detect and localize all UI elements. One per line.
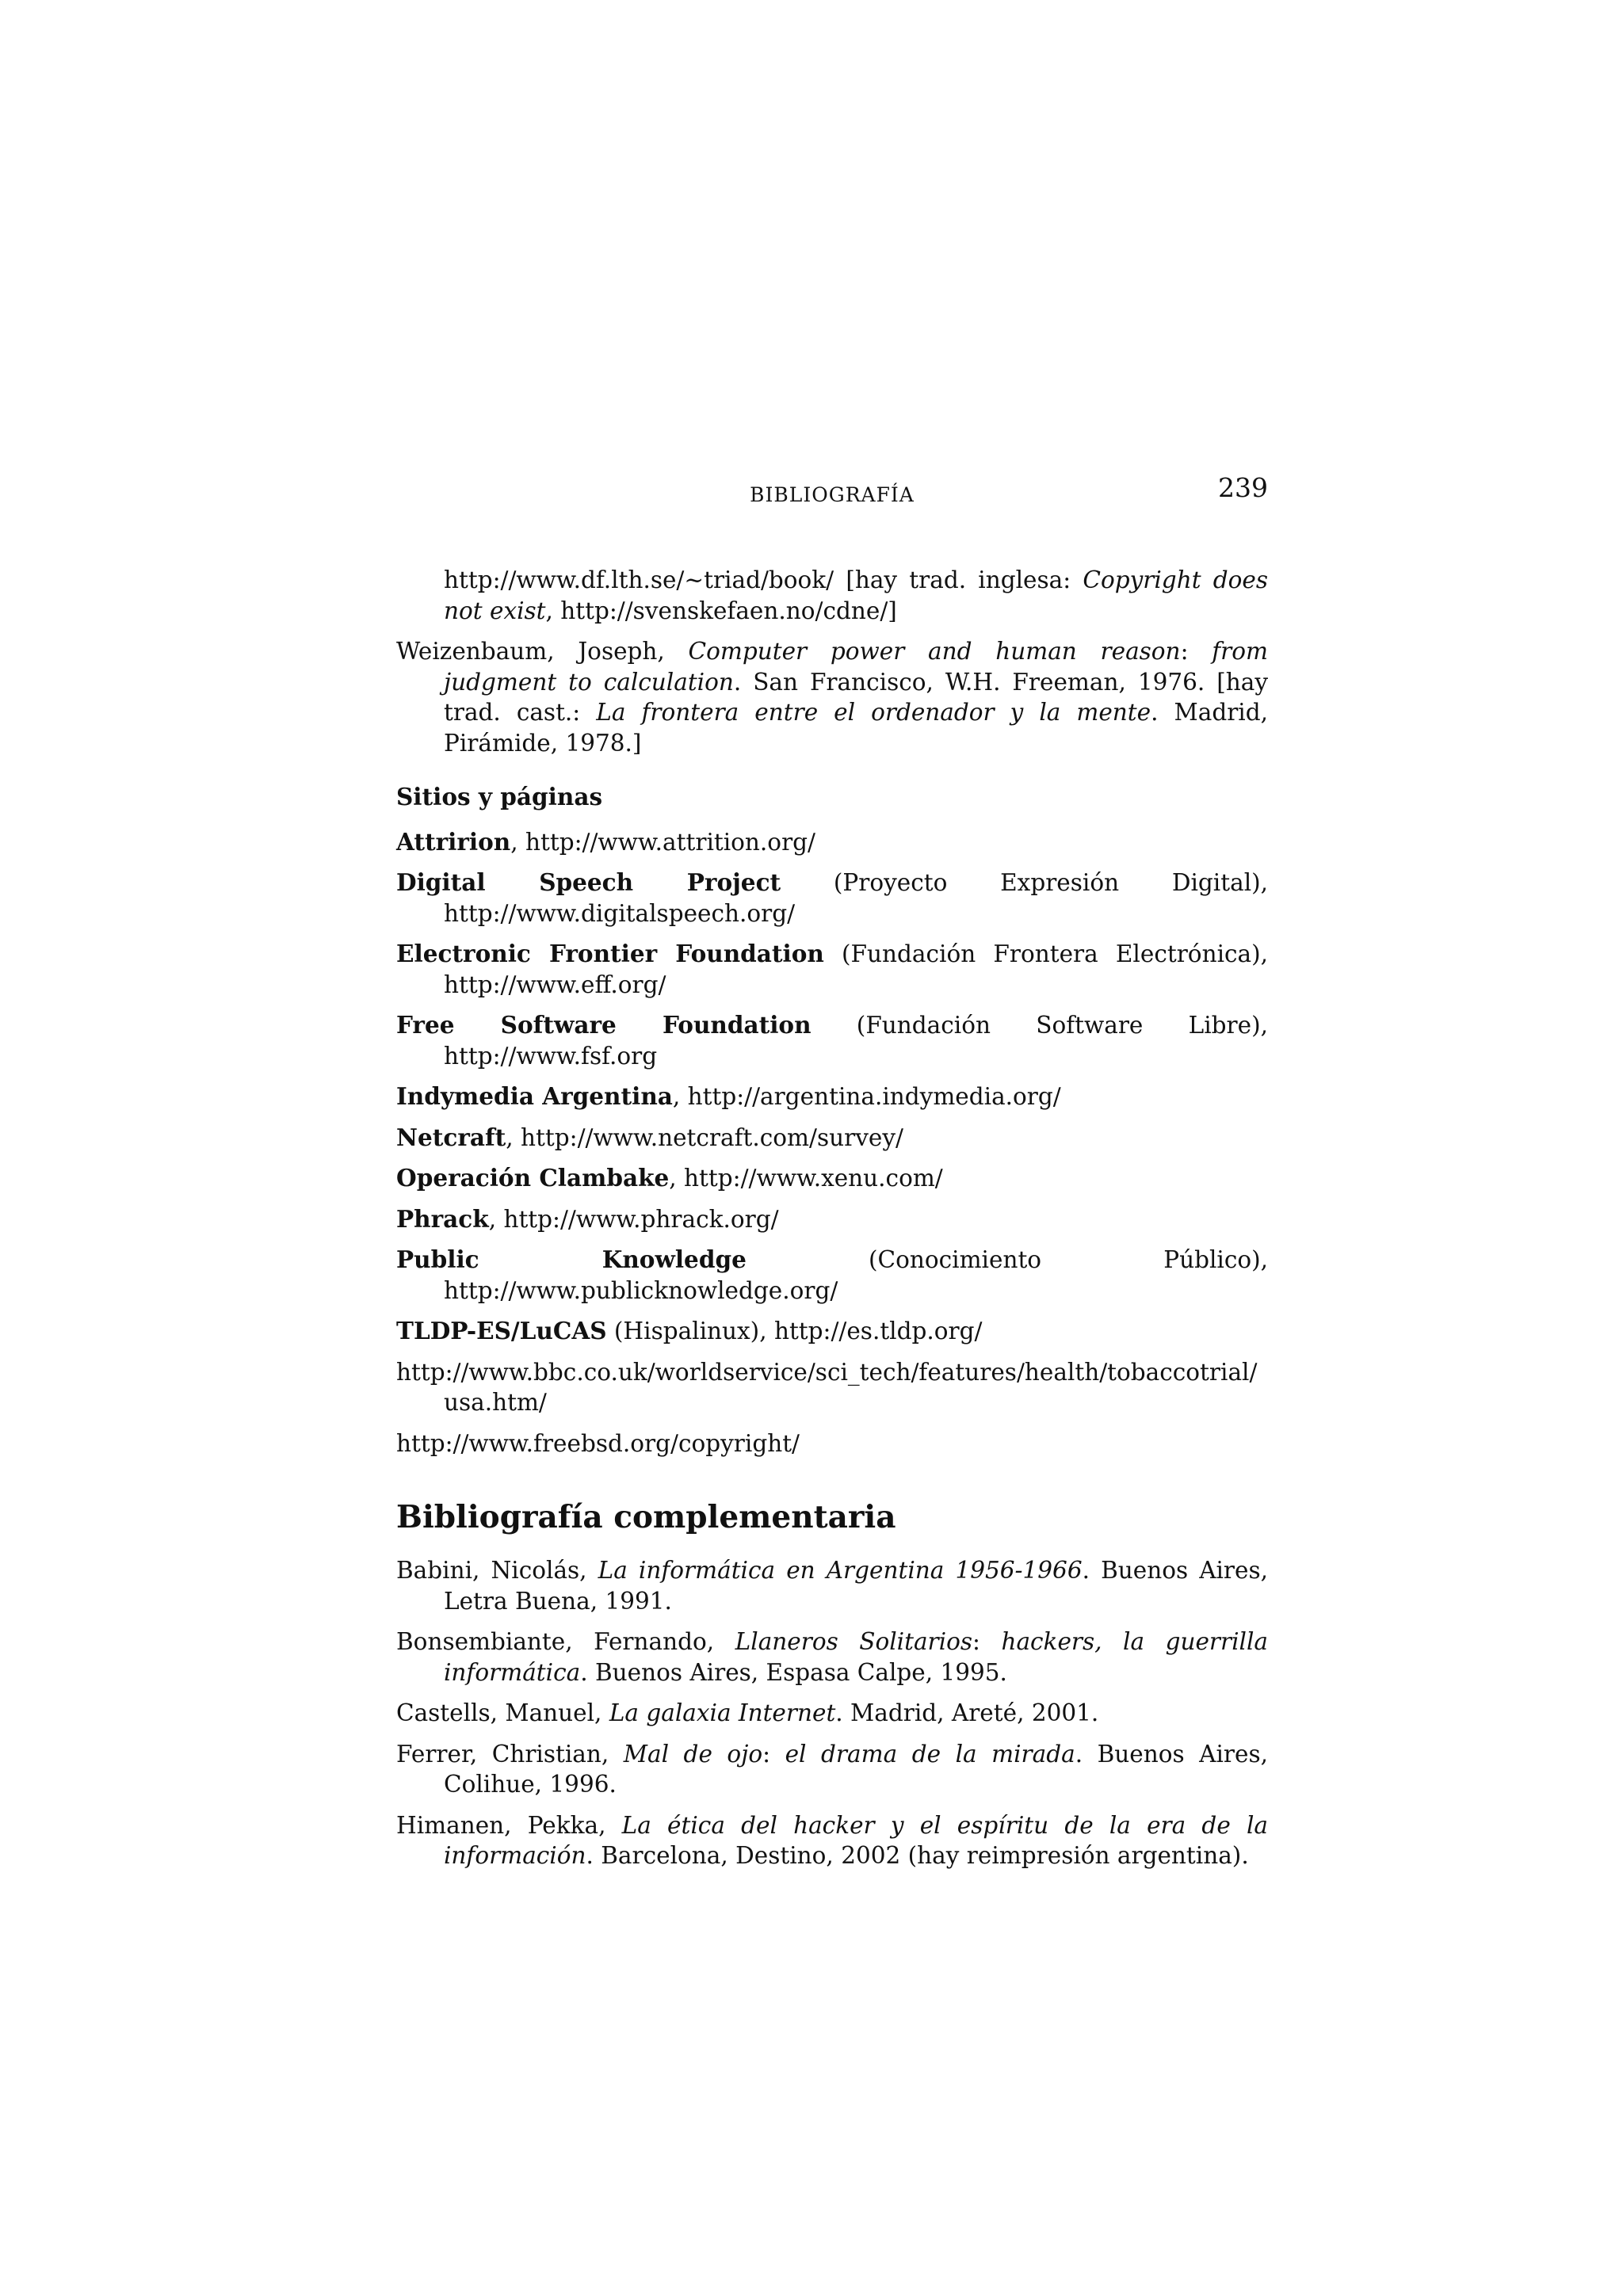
site-entry: Phrack, http://www.phrack.org/ <box>396 1204 779 1233</box>
bib-entry-babini: Babini, Nicolás, La informática en Argentina 1956-1966. Buenos Aires, Letra Buena, 1991. <box>396 1557 1269 1615</box>
bib-entry-castells: Castells, Manuel, La galaxia Internet. Madrid, Areté, 2001. <box>396 1699 1099 1726</box>
page-content <box>396 565 1268 1882</box>
complementary-title: Bibliografía complementaria <box>396 1499 896 1535</box>
site-entry: TLDP-ES/LuCAS (Hispalinux), http://es.tldp.org/ <box>396 1317 983 1344</box>
site-entry: Operación Clambake, http://www.xenu.com/ <box>396 1164 943 1192</box>
site-entry: Public Knowledge (Conocimiento Público), http://www.publicknowledge.org/ <box>396 1245 1268 1304</box>
page-number: 239 <box>1218 472 1268 503</box>
bib-entry-himanen: Himanen, Pekka, La ética del hacker y el espíritu de la era de la información. Barcelona, Destino, 2002 (hay reimpresión argentina). <box>396 1811 1269 1869</box>
url-entry-bbc: http://www.bbc.co.uk/worldservice/sci_tech/features/health/tobaccotrial/usa.htm/ <box>396 1358 1258 1416</box>
bib-entry-continuation: http://www.df.lth.se/~triad/book/ [hay trad. inglesa: Copyright does not exist, http://svenskefaen.no/cdne/] <box>444 566 1268 624</box>
running-head: BIBLIOGRAFÍA <box>750 483 915 506</box>
site-entry: Netcraft, http://www.netcraft.com/survey/ <box>396 1123 903 1151</box>
site-entry: Electronic Frontier Foundation (Fundación Frontera Electrónica), http://www.eff.org/ <box>396 940 1268 998</box>
bib-entry-bonsembiante: Bonsembiante, Fernando, Llaneros Solitarios: hackers, la guerrilla informática. Buenos Aires, Espasa Calpe, 1995. <box>396 1628 1269 1686</box>
sites-heading: Sitios y páginas <box>396 783 603 810</box>
site-entry: Free Software Foundation (Fundación Software Libre), http://www.fsf.org <box>396 1011 1269 1070</box>
bib-entry-weizenbaum: Weizenbaum, Joseph, Computer power and human reason: from judgment to calculation. San Francisco, W.H. Freeman, 1976. [hay trad. cast.: La frontera entre el ordenador y la mente. Madrid, Pirámide, 1978.] <box>396 638 1268 757</box>
site-entry: Attririon, http://www.attrition.org/ <box>396 827 815 856</box>
site-entry: Indymedia Argentina, http://argentina.indymedia.org/ <box>396 1082 1061 1110</box>
site-entry: Digital Speech Project (Proyecto Expresión Digital), http://www.digitalspeech.org/ <box>396 868 1269 927</box>
page-header <box>396 472 1268 512</box>
url-entry-freebsd: http://www.freebsd.org/copyright/ <box>396 1429 800 1457</box>
bib-entry-ferrer: Ferrer, Christian, Mal de ojo: el drama de la mirada. Buenos Aires, Colihue, 1996. <box>396 1740 1268 1798</box>
